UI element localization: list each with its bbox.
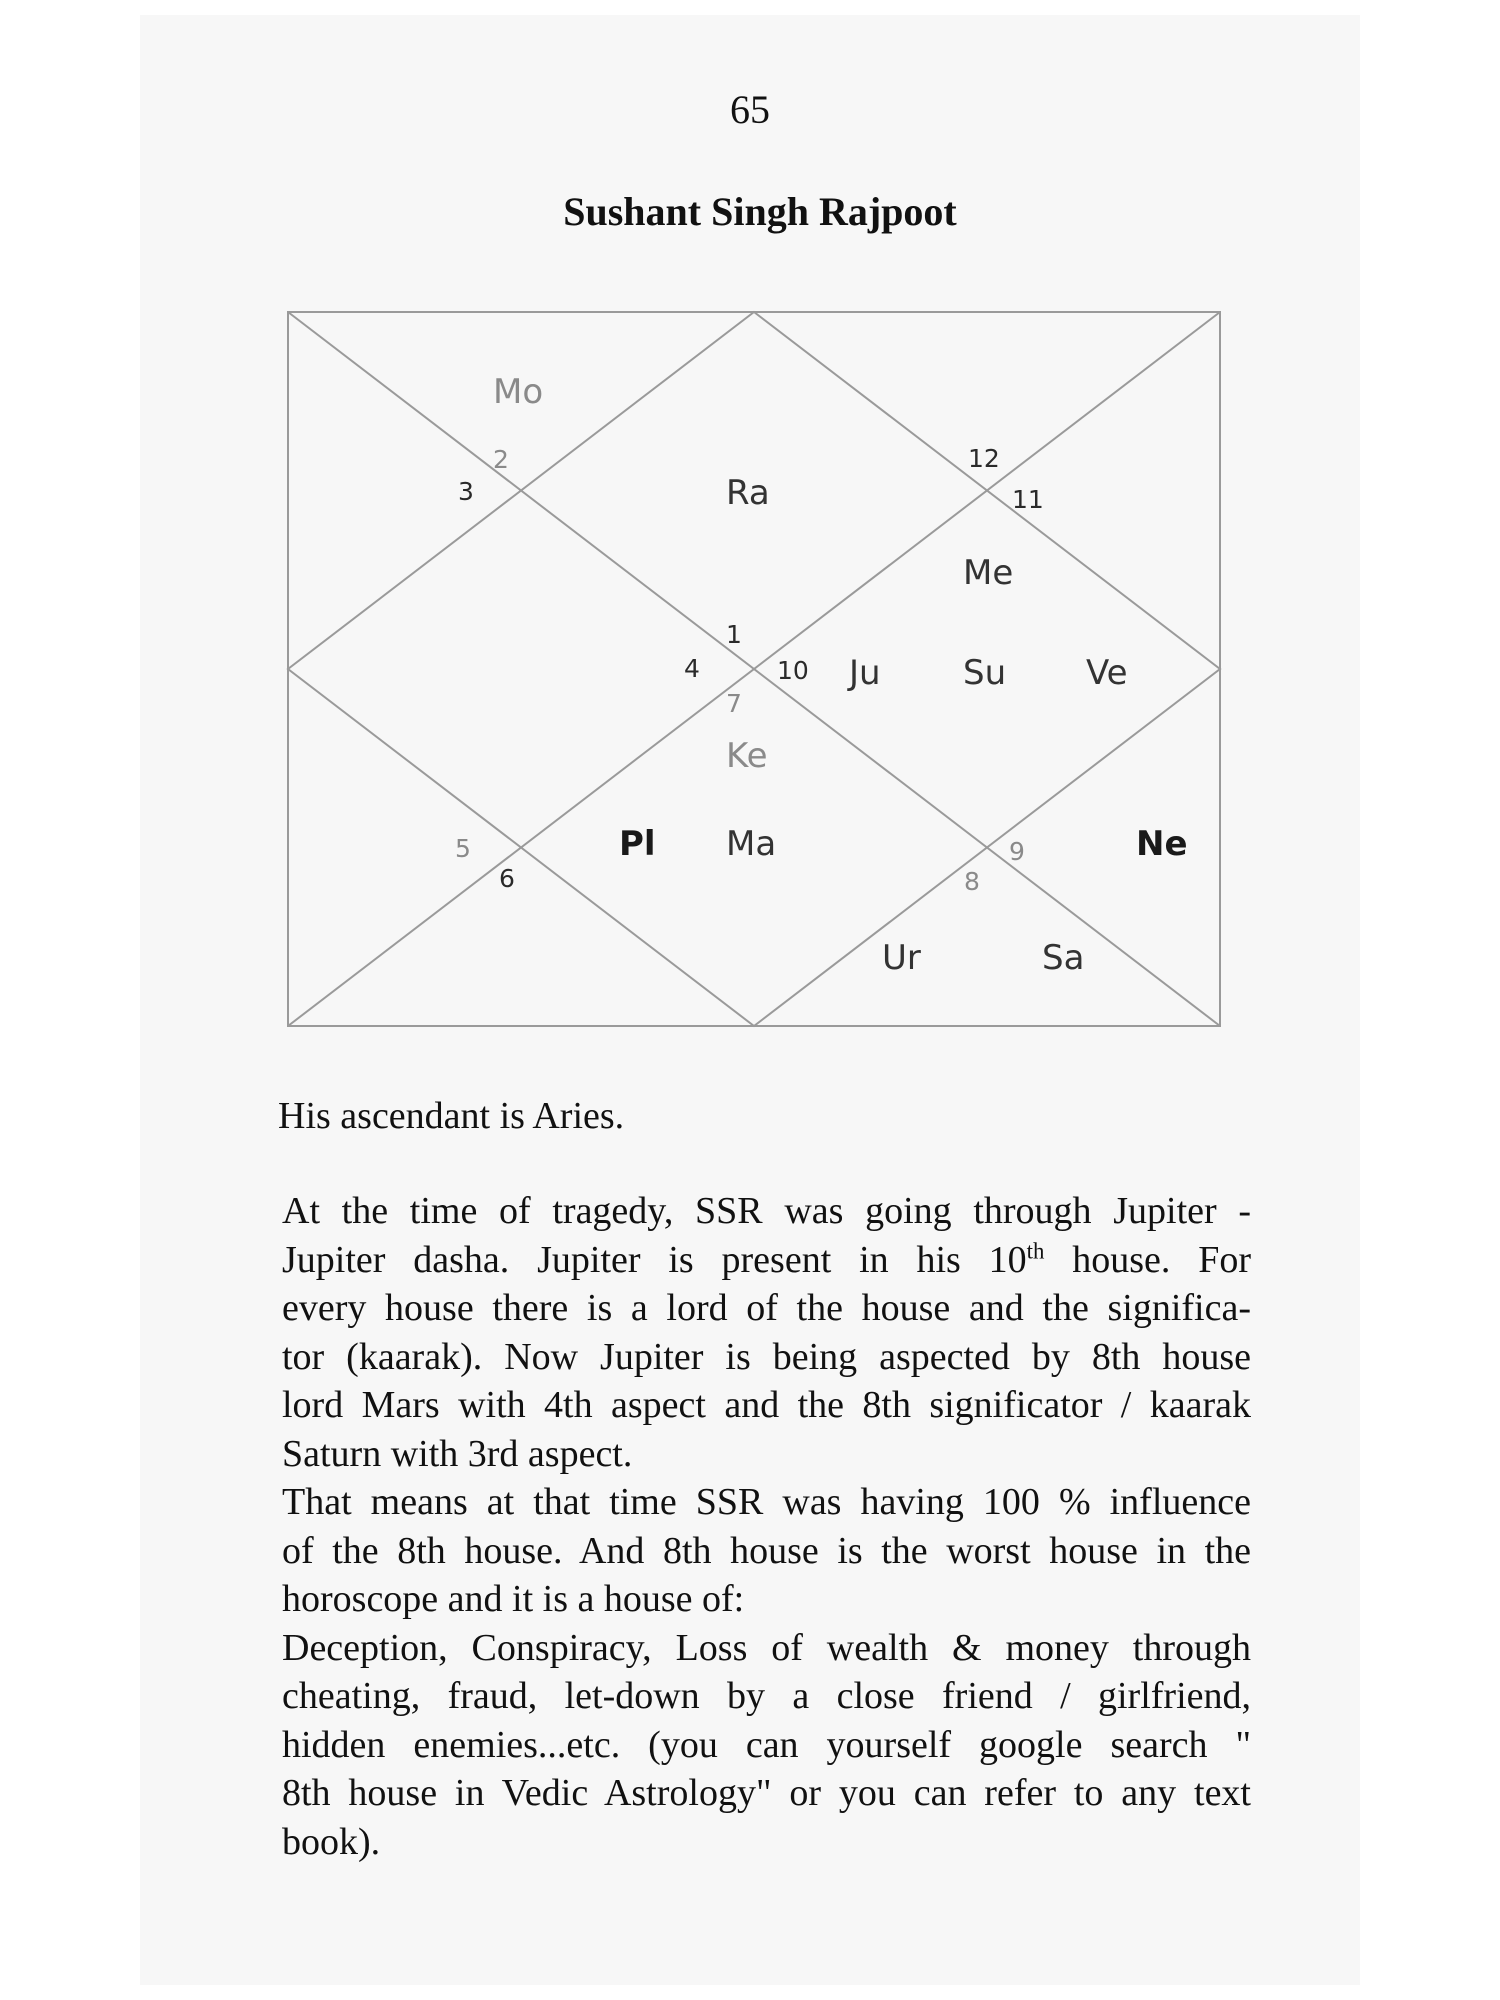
- house-number-12: 12: [968, 444, 1000, 473]
- planet-ketu: Ke: [726, 736, 768, 776]
- planet-moon: Mo: [493, 372, 544, 412]
- text-line: 8th house in Vedic Astrology" or you can refer to any text: [282, 1772, 1251, 1814]
- planet-neptune: Ne: [1136, 824, 1188, 864]
- planet-sun: Su: [963, 653, 1007, 693]
- text-line: of the 8th house. And 8th house is the worst house in the: [282, 1529, 1251, 1572]
- ordinal-suffix: th: [1026, 1237, 1045, 1263]
- house-number-1: 1: [726, 620, 742, 649]
- body-text: [282, 1187, 1251, 1866]
- house-number-11: 11: [1012, 485, 1044, 514]
- text-fragment: house. For: [1044, 1238, 1251, 1281]
- house-number-4: 4: [684, 654, 700, 683]
- page-number: 65: [730, 87, 770, 132]
- text-fragment: Jupiter dasha. Jupiter is present in his 10: [282, 1238, 1027, 1281]
- text-line: cheating, fraud, let-down by a close friend / girlfriend,: [282, 1675, 1251, 1717]
- planet-venus: Ve: [1086, 653, 1128, 693]
- ascendant-line: His ascendant is Aries.: [278, 1095, 625, 1137]
- planet-pluto: Pl: [619, 824, 656, 864]
- text-line: hidden enemies...etc. (you can yourself google search ": [282, 1723, 1251, 1766]
- text-line: tor (kaarak). Now Jupiter is being aspected by 8th house: [282, 1335, 1251, 1378]
- planet-mercury: Me: [963, 553, 1014, 593]
- planet-jupiter: Ju: [849, 653, 881, 693]
- house-number-9: 9: [1009, 837, 1025, 866]
- house-number-7: 7: [726, 689, 742, 718]
- planet-uranus: Ur: [882, 938, 921, 978]
- text-line: book).: [282, 1820, 381, 1863]
- house-number-8: 8: [964, 867, 980, 896]
- planet-rahu: Ra: [726, 473, 770, 513]
- horoscope-chart: [285, 309, 1225, 1029]
- text-line: every house there is a lord of the house and the significa-: [282, 1287, 1251, 1329]
- chart-grid: [285, 309, 1225, 1029]
- text-line: That means at that time SSR was having 100 % influence: [282, 1481, 1251, 1523]
- planet-mars: Ma: [726, 824, 777, 864]
- text-line: Saturn with 3rd aspect.: [282, 1432, 633, 1475]
- house-number-10: 10: [777, 656, 809, 685]
- house-number-3: 3: [458, 477, 474, 506]
- house-number-2: 2: [493, 445, 509, 474]
- text-line: [282, 1236, 1251, 1285]
- text-line: horoscope and it is a house of:: [282, 1578, 745, 1620]
- house-number-5: 5: [455, 834, 471, 863]
- text-line: At the time of tragedy, SSR was going through Jupiter -: [282, 1190, 1251, 1232]
- house-number-6: 6: [499, 864, 515, 893]
- text-line: Deception, Conspiracy, Loss of wealth & money through: [282, 1626, 1251, 1669]
- page-title: Sushant Singh Rajpoot: [563, 189, 957, 234]
- planet-saturn: Sa: [1042, 938, 1085, 978]
- text-line: lord Mars with 4th aspect and the 8th significator / kaarak: [282, 1384, 1251, 1426]
